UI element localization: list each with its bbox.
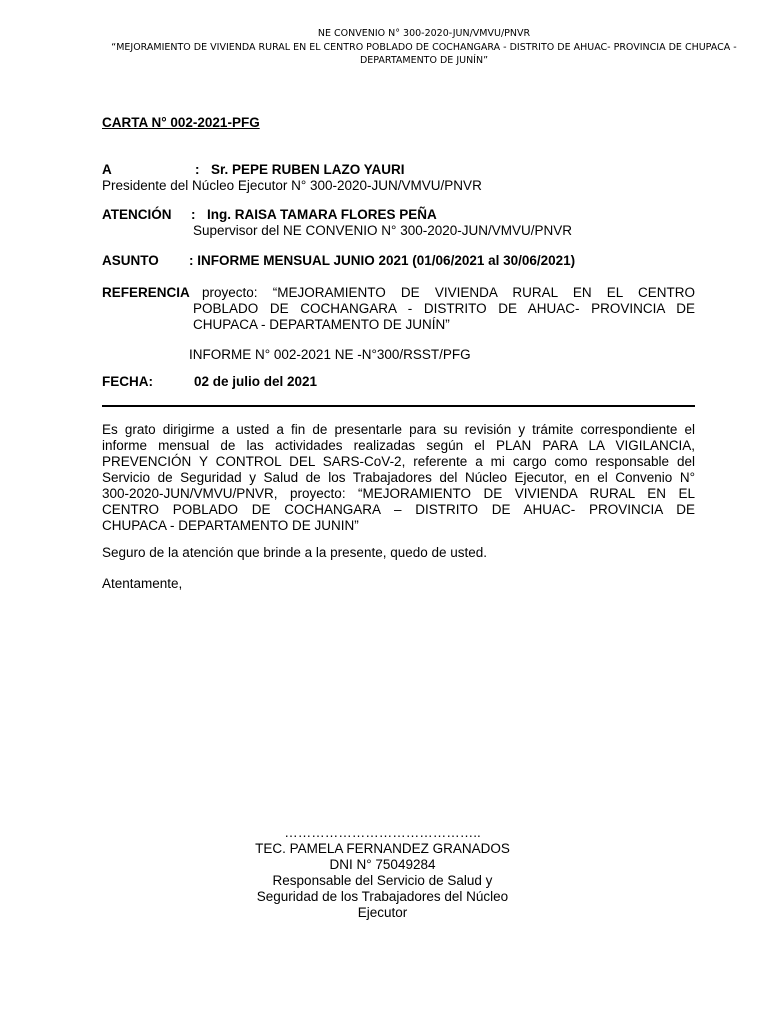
body-line: CENTRO POBLADO DE COCHANGARA – DISTRITO DE AHUAC- PROVINCIA DE xyxy=(102,502,695,517)
signer-role-line: Seguridad de los Trabajadores del Núcleo xyxy=(256,889,509,904)
signer-role-line: Responsable del Servicio de Salud y xyxy=(272,873,493,888)
header-line-1: NE CONVENIO N° 300-2020-JUN/VMVU/PNVR xyxy=(317,28,531,39)
body-line: Es grato dirigirme a usted a fin de presentarle para su revisión y trámite correspondiente el xyxy=(102,422,695,437)
attention-label: ATENCIÓN xyxy=(102,207,172,222)
signer-dni: DNI N° 75049284 xyxy=(329,857,436,872)
body-paragraph xyxy=(102,422,695,534)
reference-report: INFORME N° 002-2021 NE -N°300/RSST/PFG xyxy=(189,347,471,362)
date-value: 02 de julio del 2021 xyxy=(194,374,318,389)
signer-name: TEC. PAMELA FERNANDEZ GRANADOS xyxy=(255,841,510,856)
reference-line: CHUPACA - DEPARTAMENTO DE JUNÍN” xyxy=(193,317,450,332)
attention-name: Ing. RAISA TAMARA FLORES PEÑA xyxy=(207,207,437,222)
header-line-2: “MEJORAMIENTO DE VIVIENDA RURAL EN EL CENTRO POBLADO DE COCHANGARA - DISTRITO DE AHUAC- PROVINCIA DE CHUPACA - xyxy=(111,41,737,53)
body-line: PREVENCIÓN Y CONTROL DEL SARS-CoV-2, referente a mi cargo como responsable del xyxy=(102,454,695,469)
recipient-name: Sr. PEPE RUBEN LAZO YAURI xyxy=(211,162,405,177)
body-line: Servicio de Seguridad y Salud de los Trabajadores del Núcleo Ejecutor, en el Convenio N° xyxy=(102,470,695,485)
signer-role-line: Ejecutor xyxy=(357,905,408,920)
header-line-3: DEPARTAMENTO DE JUNÍN” xyxy=(359,55,489,66)
attention-title: Supervisor del NE CONVENIO N° 300-2020-JUN/VMVU/PNVR xyxy=(193,223,573,238)
body-line: 300-2020-JUN/VMVU/PNVR, proyecto: “MEJORAMIENTO DE VIVIENDA RURAL EN EL xyxy=(102,486,695,501)
signature-block xyxy=(230,825,535,921)
reference-block xyxy=(193,285,695,333)
to-colon: : xyxy=(195,162,200,177)
body-line: informe mensual de las actividades realizadas según el PLAN PARA LA VIGILANCIA, xyxy=(102,438,695,453)
date-label: FECHA: xyxy=(102,374,153,389)
reference-line: proyecto: “MEJORAMIENTO DE VIVIENDA RURAL EN EL CENTRO xyxy=(202,285,695,300)
body-line: CHUPACA - DEPARTAMENTO DE JUNIN” xyxy=(102,518,359,533)
subject-text: : INFORME MENSUAL JUNIO 2021 (01/06/2021 al 30/06/2021) xyxy=(189,253,576,268)
letter-number: CARTA N° 002-2021-PFG xyxy=(102,115,260,130)
signature-dotted-line: …………………………………….. xyxy=(284,825,481,840)
farewell: Atentamente, xyxy=(102,576,183,591)
separator-line xyxy=(102,405,695,407)
recipient-title: Presidente del Núcleo Ejecutor N° 300-2020-JUN/VMVU/PNVR xyxy=(102,178,482,193)
subject-label: ASUNTO xyxy=(102,253,159,268)
attention-colon: : xyxy=(191,207,196,222)
reference-line: POBLADO DE COCHANGARA - DISTRITO DE AHUAC- PROVINCIA DE xyxy=(193,301,695,316)
closing-sentence: Seguro de la atención que brinde a la presente, quedo de usted. xyxy=(102,545,488,560)
reference-label: REFERENCIA xyxy=(102,285,190,300)
to-label: A xyxy=(102,162,112,177)
document-header xyxy=(100,27,748,68)
